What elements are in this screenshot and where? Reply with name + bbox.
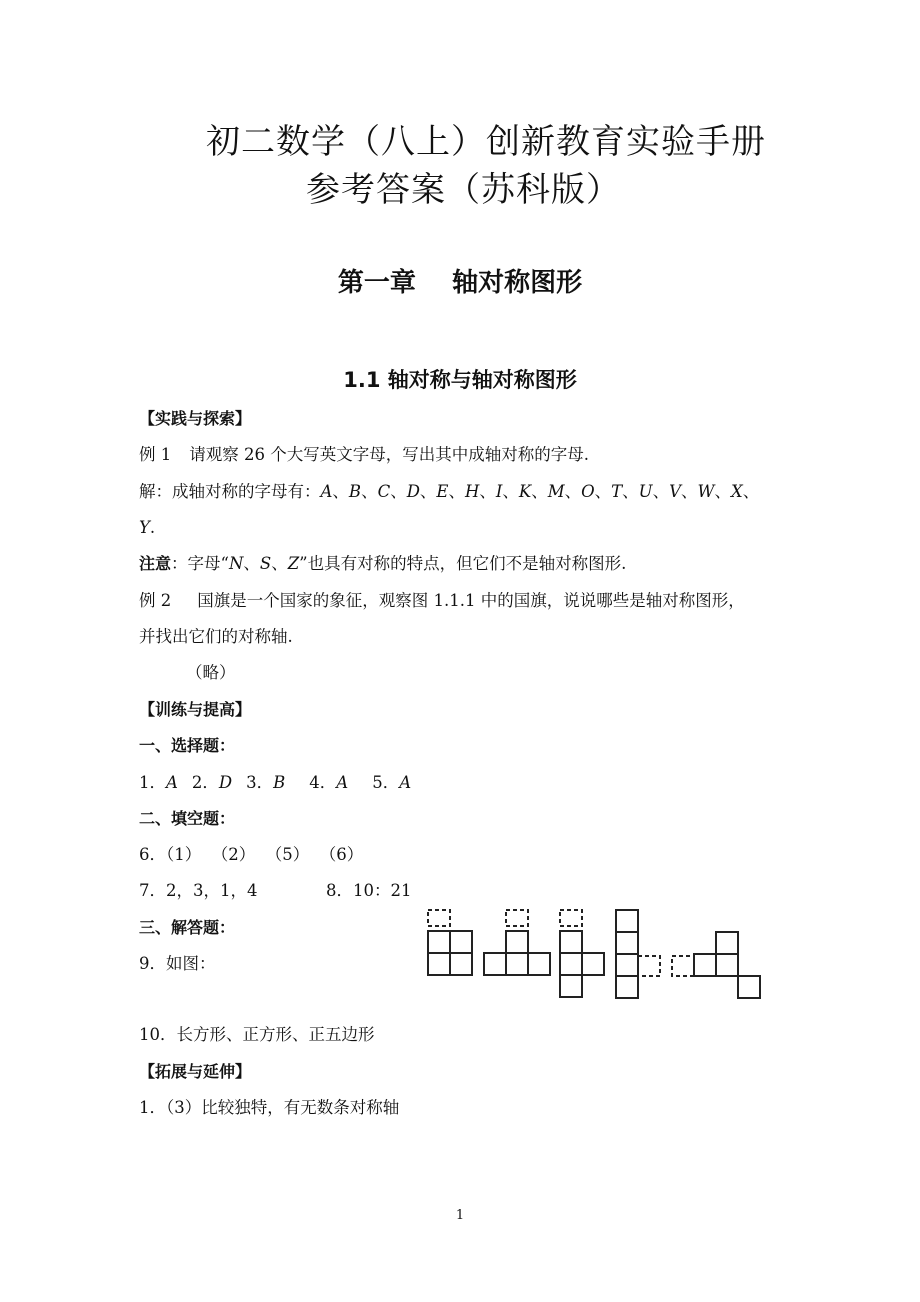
letter-separator: 、 (681, 482, 698, 501)
letter-separator: 、 (502, 482, 519, 501)
net-figure-5 (672, 932, 760, 998)
fill-q7: 7．2，3，1，4 (139, 881, 258, 900)
solution1-prefix: 解：成轴对称的字母有： (139, 482, 321, 501)
letter-separator: 、 (742, 482, 760, 501)
letter-D: D (406, 482, 420, 501)
fill-q8: 8．10：21 (326, 881, 412, 900)
net-figure-1 (428, 910, 472, 975)
net-figure-3 (560, 910, 604, 997)
example1 (139, 444, 589, 466)
training-heading: 【训练与提高】 (139, 700, 252, 719)
letter-Y: Y (139, 518, 150, 537)
letter-separator: 、 (622, 482, 639, 501)
letter-U: U (638, 482, 653, 501)
letter-T: T (611, 482, 623, 501)
solution1-letters (321, 482, 760, 501)
chapter-title: 第一章 轴对称图形 (337, 268, 583, 298)
solve-heading: 三、解答题： (139, 918, 236, 937)
letter-H: H (464, 482, 480, 501)
note-label: 注意 (139, 554, 172, 573)
solution1-line2 (139, 517, 155, 539)
document-title-line1: 初二数学（八上）创新教育实验手册 (206, 122, 766, 162)
letter-Z: Z (287, 554, 300, 573)
letter-C: C (377, 482, 391, 501)
note (139, 553, 626, 575)
letter-N: N (228, 554, 244, 573)
extension-heading: 【拓展与延伸】 (139, 1062, 252, 1081)
letter-separator: 、 (564, 482, 582, 501)
letter-S: S (259, 554, 272, 573)
letter-separator: 、 (479, 482, 496, 501)
example2-line2: 并找出它们的对称轴. (139, 627, 293, 646)
fill-q6: 6．（1） （2） （5） （6） (139, 845, 364, 864)
choice-answer: A (166, 773, 178, 792)
page-number: 1 (455, 1208, 465, 1223)
practice-heading: 【实践与探索】 (139, 409, 252, 428)
cube-net-figures (424, 908, 764, 1004)
note-letters (229, 554, 299, 573)
choice-answer: A (399, 773, 412, 792)
extension-q1: 1．（3）比较独特，有无数条对称轴 (139, 1098, 400, 1117)
letter-separator: 、 (243, 554, 260, 573)
net-figure-4 (616, 910, 660, 998)
choice-num: 2． (191, 773, 219, 792)
letter-separator: 、 (652, 482, 670, 501)
choice-num: 1． (139, 773, 166, 792)
letter-X: X (730, 482, 743, 501)
letter-separator: 、 (419, 482, 437, 501)
example2-label: 例 2 (139, 591, 172, 610)
section-title: 1.1 轴对称与轴对称图形 (343, 368, 577, 392)
letter-separator: 、 (361, 482, 378, 501)
letter-A: A (320, 482, 333, 501)
letter-K: K (518, 482, 532, 501)
letter-M: M (547, 482, 565, 501)
example1-label: 例 1 (139, 445, 172, 464)
letter-V: V (669, 482, 681, 501)
letter-W: W (697, 482, 715, 501)
letter-separator: . (149, 518, 156, 537)
choice-answer: A (336, 773, 349, 792)
letter-separator: 、 (271, 554, 288, 573)
solve-q10: 10．长方形、正方形、正五边形 (139, 1025, 375, 1044)
letter-separator: 、 (448, 482, 465, 501)
letter-separator: 、 (714, 482, 731, 501)
choice-num: 5． (372, 773, 400, 792)
solution1-letters-cont (139, 518, 155, 537)
letter-separator: 、 (531, 482, 548, 501)
letter-B: B (348, 482, 362, 501)
letter-separator: 、 (594, 482, 612, 501)
letter-separator: 、 (332, 482, 349, 501)
example2-line1 (139, 590, 745, 612)
letter-O: O (581, 482, 595, 501)
document-title-line2: 参考答案（苏科版） (306, 170, 621, 210)
solution1-line1 (139, 481, 759, 503)
example1-text: 请观察 26 个大写英文字母，写出其中成轴对称的字母. (189, 445, 589, 464)
example2-text-line1: 国旗是一个国家的象征，观察图 1.1.1 中的国旗，说说哪些是轴对称图形， (197, 591, 745, 610)
choice-answer: D (218, 773, 233, 792)
choice-heading: 一、选择题： (139, 736, 236, 755)
solve-q9: 9．如图： (139, 954, 216, 973)
letter-I: I (495, 482, 503, 501)
letter-separator: 、 (390, 482, 407, 501)
example2-omitted: （略） (186, 663, 236, 682)
choice-num: 4． (309, 773, 337, 792)
fill-heading: 二、填空题： (139, 809, 236, 828)
note-text-after: ”也具有对称的特点，但它们不是轴对称图形. (299, 554, 627, 573)
choice-answers (139, 772, 411, 794)
note-text-before: ：字母“ (171, 554, 229, 573)
choice-answer: B (273, 773, 286, 792)
choice-num: 3． (246, 773, 274, 792)
letter-E: E (436, 482, 449, 501)
net-figure-2 (484, 910, 550, 975)
